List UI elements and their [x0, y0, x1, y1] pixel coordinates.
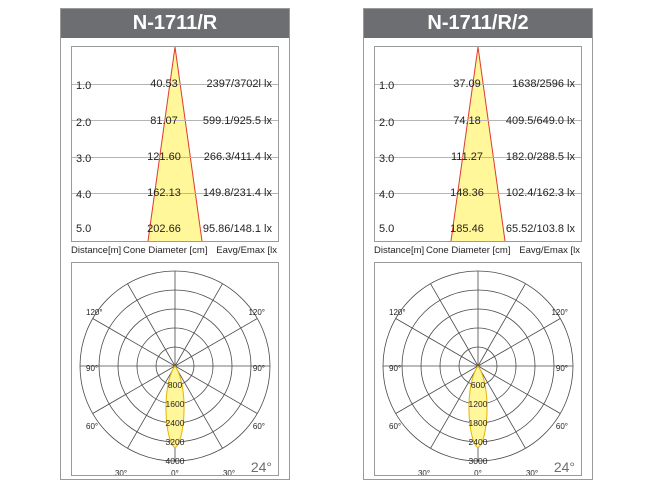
polar-spoke — [93, 319, 175, 367]
column-header-cone: Cone Diameter [cm] — [426, 245, 511, 256]
polar-spoke — [478, 319, 560, 367]
ring-value-label: 1800 — [468, 418, 488, 428]
distance-value: 3.0 — [379, 153, 395, 165]
eavg-emax-value: 182.0/288.5 lx — [505, 151, 575, 163]
distance-value: 2.0 — [76, 117, 92, 129]
angle-label: 60° — [389, 422, 402, 431]
angle-label: 30° — [222, 469, 236, 475]
eavg-emax-value: 1638/2596 lx — [512, 78, 575, 90]
angle-label: 0° — [474, 469, 482, 475]
ring-value-label: 1200 — [468, 399, 488, 409]
column-header-eavg: Eavg/Emax [lx — [519, 245, 580, 256]
column-header-cone: Cone Diameter [cm] — [123, 245, 208, 256]
cone-diameter-value: 185.46 — [450, 223, 484, 235]
angle-label: 120° — [389, 308, 406, 317]
angle-label: 60° — [555, 422, 568, 431]
polar-spoke — [431, 284, 479, 366]
cone-diameter-value: 74.18 — [453, 115, 481, 127]
polar-diagram — [71, 262, 279, 476]
eavg-emax-value: 102.4/162.3 lx — [505, 187, 575, 199]
polar-spoke — [175, 284, 223, 366]
distance-value: 4.0 — [379, 189, 395, 201]
cone-graphic — [72, 47, 278, 241]
ring-value-label: 600 — [470, 380, 486, 390]
polar-spoke — [396, 319, 478, 367]
cone-diagram — [71, 46, 279, 242]
photometric-panel-right — [363, 8, 593, 480]
polar-spoke — [396, 366, 478, 414]
cone-diameter-value: 148.36 — [450, 187, 484, 199]
polar-spoke — [93, 366, 175, 414]
angle-label: 90° — [555, 364, 568, 373]
angle-label: 90° — [252, 364, 265, 373]
panel-title: N-1711/R/2 — [364, 9, 592, 38]
cone-diameter-value: 40.53 — [150, 78, 178, 90]
cone-diameter-value: 37.09 — [453, 78, 481, 90]
distance-value: 1.0 — [76, 80, 92, 92]
cone-diagram — [374, 46, 582, 242]
cone-graphic — [375, 47, 581, 241]
polar-spoke — [175, 366, 257, 414]
column-header-distance: Distance[m] — [374, 245, 425, 256]
distance-value: 3.0 — [76, 153, 92, 165]
ring-value-label: 4000 — [165, 456, 185, 466]
distance-value: 5.0 — [76, 223, 92, 235]
polar-spoke — [175, 319, 257, 367]
eavg-emax-value: 266.3/411.4 lx — [203, 151, 272, 163]
ring-value-label: 3200 — [165, 437, 185, 447]
ring-value-label: 800 — [167, 380, 183, 390]
beam-angle-label: 24° — [250, 459, 272, 475]
light-cone — [451, 47, 505, 241]
eavg-emax-value: 149.8/231.4 lx — [202, 187, 272, 199]
distance-value: 1.0 — [379, 80, 395, 92]
angle-label: 120° — [248, 308, 265, 317]
angle-label: 60° — [86, 422, 99, 431]
distance-value: 2.0 — [379, 117, 395, 129]
angle-label: 120° — [86, 308, 103, 317]
cone-diameter-value: 121.60 — [147, 151, 181, 163]
column-header-distance: Distance[m] — [71, 245, 122, 256]
polar-graphic — [375, 263, 581, 475]
light-cone — [148, 47, 202, 241]
cone-diameter-value: 81.07 — [150, 115, 178, 127]
column-header-eavg: Eavg/Emax [lx — [216, 245, 277, 256]
polar-spoke — [478, 366, 560, 414]
eavg-emax-value: 65.52/103.8 lx — [505, 223, 575, 235]
cone-diameter-value: 162.13 — [147, 187, 181, 199]
ring-value-label: 3000 — [468, 456, 488, 466]
eavg-emax-value: 599.1/925.5 lx — [202, 115, 272, 127]
eavg-emax-value: 409.5/649.0 lx — [505, 115, 575, 127]
cone-diameter-value: 111.27 — [450, 151, 483, 163]
angle-label: 30° — [114, 469, 128, 475]
angle-label: 30° — [525, 469, 539, 475]
cone-diameter-value: 202.66 — [147, 223, 181, 235]
photometric-panel-left — [60, 8, 290, 480]
eavg-emax-value: 2397/3702l lx — [206, 78, 272, 90]
beam-angle-label: 24° — [553, 459, 575, 475]
polar-diagram — [374, 262, 582, 476]
ring-value-label: 2400 — [468, 437, 488, 447]
angle-label: 90° — [389, 364, 402, 373]
angle-label: 60° — [252, 422, 265, 431]
polar-spoke — [478, 284, 526, 366]
ring-value-label: 2400 — [165, 418, 185, 428]
angle-label: 120° — [551, 308, 568, 317]
polar-graphic — [72, 263, 278, 475]
distance-value: 5.0 — [379, 223, 395, 235]
angle-label: 0° — [171, 469, 179, 475]
polar-spoke — [128, 284, 176, 366]
eavg-emax-value: 95.86/148.1 lx — [202, 223, 272, 235]
panel-title: N-1711/R — [61, 9, 289, 38]
angle-label: 90° — [86, 364, 99, 373]
angle-label: 30° — [417, 469, 431, 475]
distance-value: 4.0 — [76, 189, 92, 201]
ring-value-label: 1600 — [165, 399, 185, 409]
